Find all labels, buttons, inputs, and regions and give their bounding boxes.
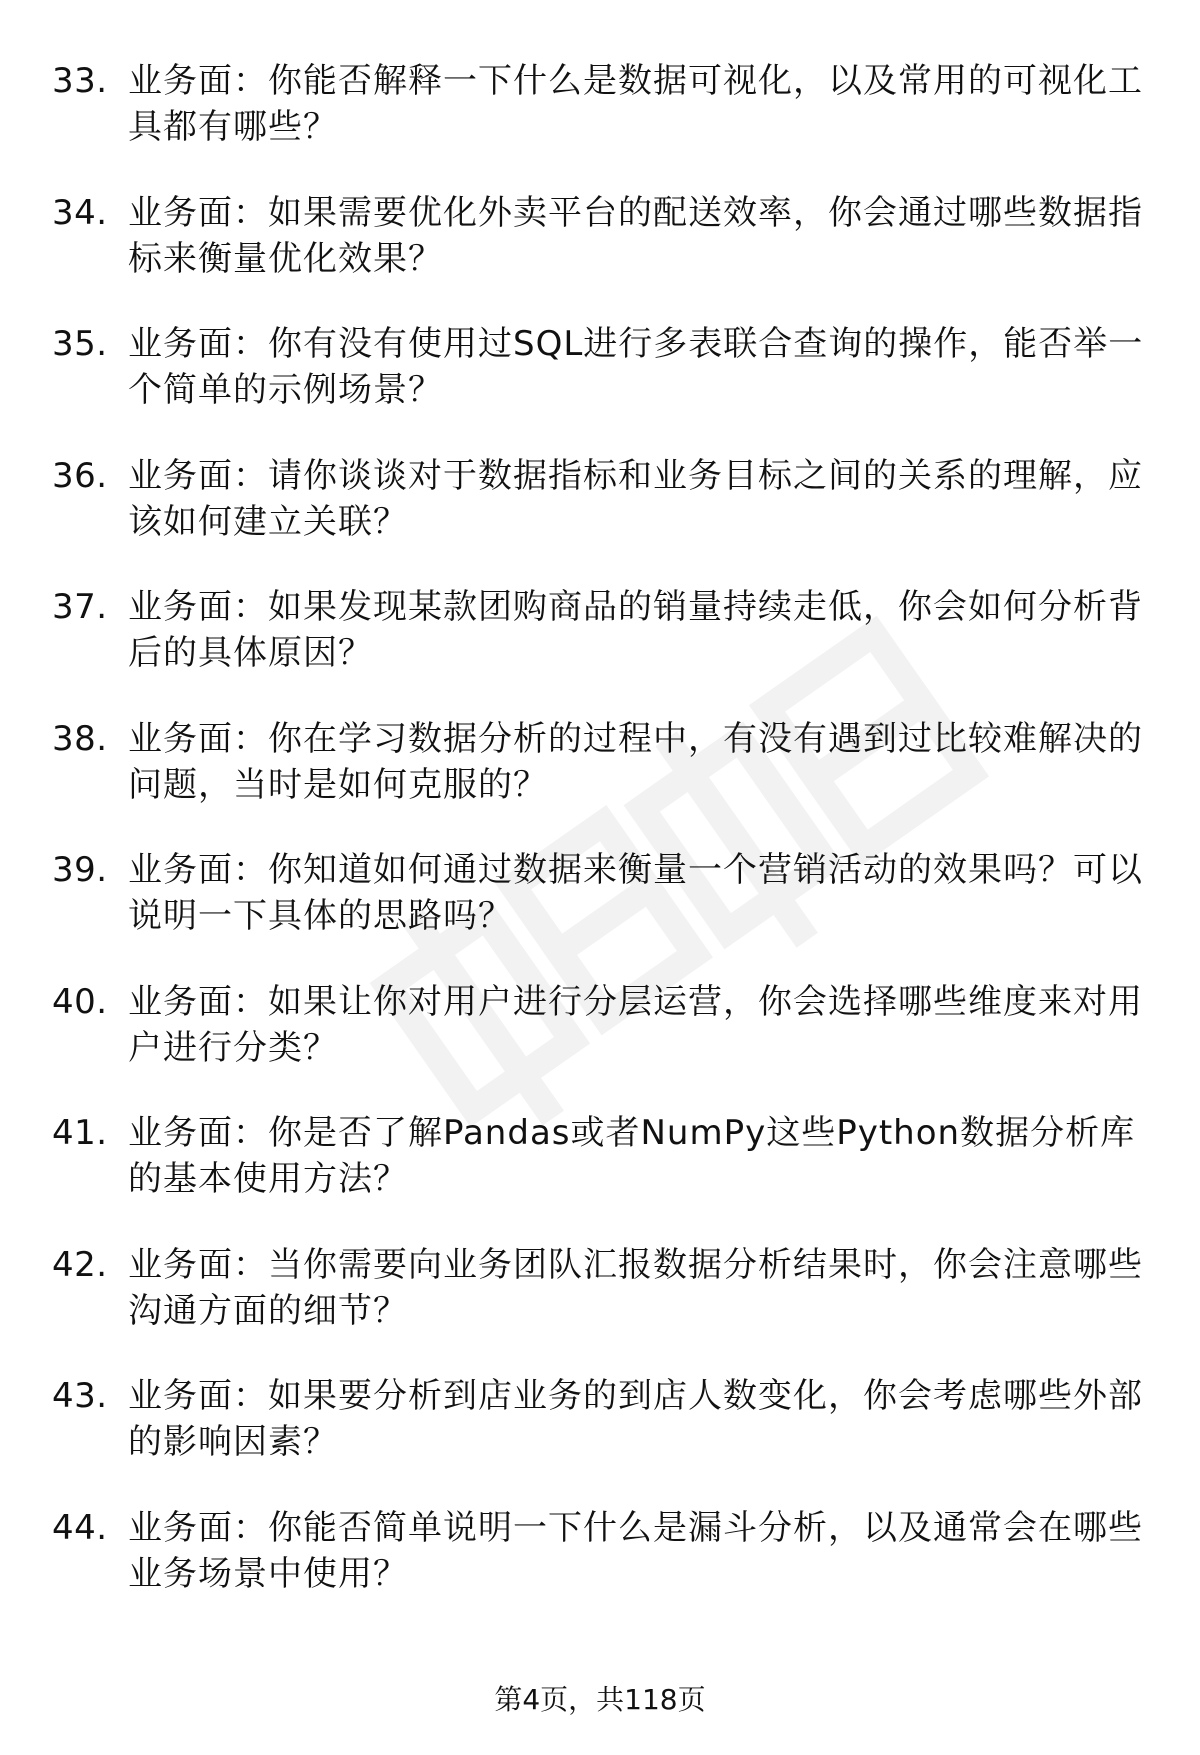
question-text: 业务面：当你需要向业务团队汇报数据分析结果时，你会注意哪些沟通方面的细节？ bbox=[128, 1244, 1143, 1331]
question-number: 34. bbox=[52, 192, 108, 233]
question-number: 42. bbox=[52, 1244, 108, 1285]
question-number: 36. bbox=[52, 455, 108, 496]
question-number: 33. bbox=[52, 61, 108, 101]
question-number: 43. bbox=[52, 1376, 108, 1416]
question-number: 37. bbox=[52, 587, 108, 627]
question-item bbox=[0, 58, 1200, 190]
question-text: 业务面：你是否了解Pandas或者NumPy这些Python数据分析库的基本使用方法？ bbox=[128, 1113, 1136, 1199]
question-item bbox=[0, 1110, 1200, 1242]
question-item bbox=[0, 847, 1200, 979]
question-text: 业务面：你知道如何通过数据来衡量一个营销活动的效果吗？可以说明一下具体的思路吗？ bbox=[128, 850, 1143, 936]
question-text: 业务面：如果让你对用户进行分层运营，你会选择哪些维度来对用户进行分类？ bbox=[128, 981, 1143, 1068]
question-item bbox=[0, 979, 1200, 1111]
question-item bbox=[0, 321, 1200, 453]
question-number: 41. bbox=[52, 1113, 108, 1153]
question-item bbox=[0, 1505, 1200, 1637]
question-item bbox=[0, 190, 1200, 322]
question-text: 业务面：你在学习数据分析的过程中，有没有遇到过比较难解决的问题，当时是如何克服的？ bbox=[128, 718, 1143, 805]
question-item bbox=[0, 453, 1200, 585]
question-text: 业务面：如果发现某款团购商品的销量持续走低，你会如何分析背后的具体原因？ bbox=[128, 587, 1143, 673]
question-text: 业务面：请你谈谈对于数据指标和业务目标之间的关系的理解，应该如何建立关联？ bbox=[128, 455, 1143, 542]
question-item bbox=[0, 1242, 1200, 1374]
question-item bbox=[0, 1373, 1200, 1505]
question-item bbox=[0, 584, 1200, 716]
question-text: 业务面：你有没有使用过SQL进行多表联合查询的操作，能否举一个简单的示例场景？ bbox=[128, 324, 1144, 410]
question-list bbox=[0, 58, 1200, 1636]
question-text: 业务面：你能否解释一下什么是数据可视化，以及常用的可视化工具都有哪些？ bbox=[128, 61, 1143, 147]
question-text: 业务面：你能否简单说明一下什么是漏斗分析，以及通常会在哪些业务场景中使用？ bbox=[128, 1507, 1143, 1594]
question-number: 35. bbox=[52, 324, 108, 364]
question-number: 39. bbox=[52, 850, 108, 890]
question-number: 38. bbox=[52, 718, 108, 759]
page-footer: 第4页，共118页 bbox=[494, 1683, 706, 1716]
question-item bbox=[0, 716, 1200, 848]
question-number: 40. bbox=[52, 981, 108, 1022]
question-text: 业务面：如果需要优化外卖平台的配送效率，你会通过哪些数据指标来衡量优化效果？ bbox=[128, 192, 1143, 279]
question-text: 业务面：如果要分析到店业务的到店人数变化，你会考虑哪些外部的影响因素？ bbox=[128, 1376, 1143, 1462]
question-number: 44. bbox=[52, 1507, 108, 1548]
